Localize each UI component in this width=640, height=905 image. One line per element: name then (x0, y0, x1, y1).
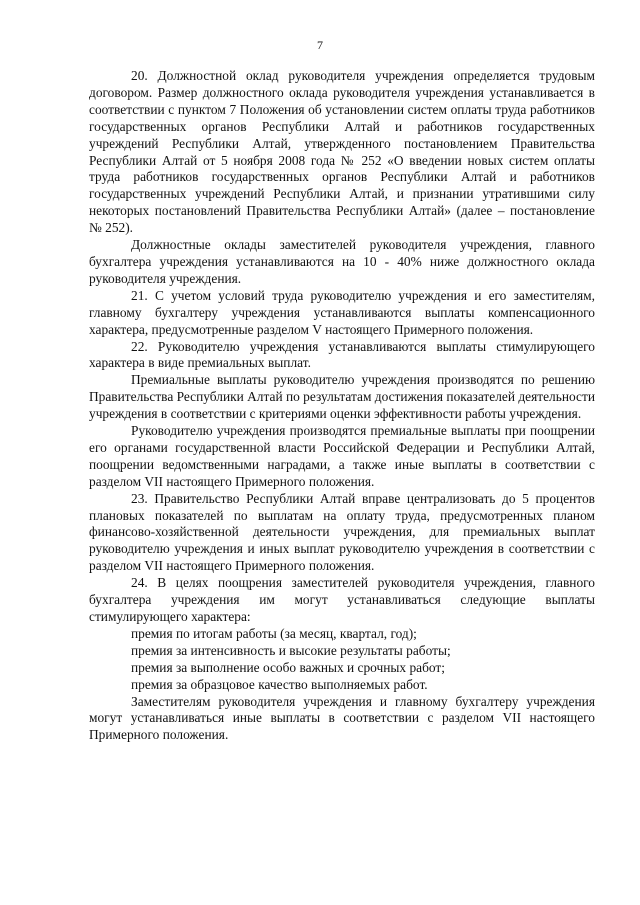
paragraph-final: Заместителям руководителя учреждения и главному бухгалтеру учреждения могут устанавливаться иные выплаты в соответствии с разделом VII настоящего Примерного положения. (89, 693, 595, 743)
list-item: премия по итогам работы (за месяц, квартал, год); (131, 625, 417, 641)
page-number: 7 (317, 38, 323, 52)
paragraph-22: 22. Руководителю учреждения устанавливаются выплаты стимулирующего характера в виде премиальных выплат. (89, 338, 595, 371)
paragraph-bonus-awards: Руководителю учреждения производятся премиальные выплаты при поощрении его органами государственной власти Российской Федерации и Республики Алтай, поощрении ведомственными наградами, а также иные выплаты в соответствии с разделом VII настоящего Примерного положения. (89, 423, 595, 489)
paragraph-bonus-decision: Премиальные выплаты руководителю учреждения производятся по решению Правительства Республики Алтай по результатам достижения показателей деятельности учреждения в соответствии с критериями оценки эффективности работы учреждения. (89, 372, 596, 422)
paragraph-21: 21. С учетом условий труда руководителю учреждения и его заместителям, главному бухгалтеру учреждения устанавливаются выплаты компенсационного характера, предусмотренные разделом V настоящего Примерного положения. (89, 287, 595, 337)
document-body (89, 68, 595, 744)
paragraph-20: 20. Должностной оклад руководителя учреждения определяется трудовым договором. Размер должностного оклада руководителя учреждения устанавливается в соответствии с пунктом 7 Положения об установлении систем оплаты труда работников государственных органов Республики Алтай и работников государственных учреждений Республики Алтай, утвержденного постановлением Правительства Республики Алтай от 5 ноября 2008 года № 252 «О введении новых систем оплаты труда работников государственных органов Республики Алтай и работников государственных учреждений Республики Алтай, и признании утратившими силу некоторых постановлений Правительства Республики Алтай» (далее – постановление № 252). (89, 68, 595, 236)
paragraph-24: 24. В целях поощрения заместителей руководителя учреждения, главного бухгалтера учреждения им могут устанавливаться следующие выплаты стимулирующего характера: (89, 575, 595, 624)
paragraph-23: 23. Правительство Республики Алтай вправе централизовать до 5 процентов плановых показателей по выплатам на оплату труда, предусмотренных планом финансово-хозяйственной деятельности учреждения, для премиальных выплат руководителю учреждения и иных выплат руководителю учреждения в соответствии с разделом VII настоящего Примерного положения. (89, 490, 595, 574)
list-item: премия за интенсивность и высокие результаты работы; (131, 642, 451, 658)
list-item: премия за образцовое качество выполняемых работ. (131, 676, 428, 692)
list-item: премия за выполнение особо важных и срочных работ; (131, 659, 446, 675)
paragraph-deputy-salaries: Должностные оклады заместителей руководителя учреждения, главного бухгалтера учреждения устанавливаются на 10 - 40% ниже должностного оклада руководителя учреждения. (89, 237, 595, 286)
